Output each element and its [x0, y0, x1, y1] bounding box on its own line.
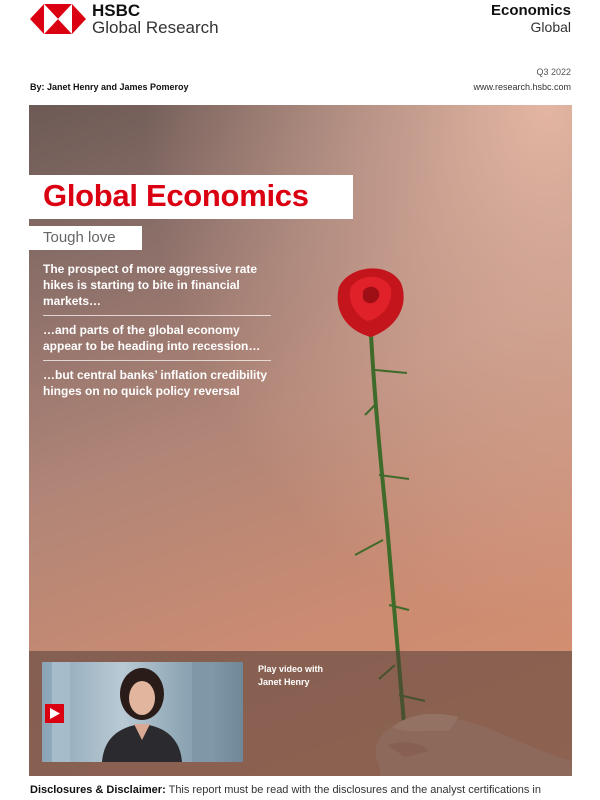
- region-label: Global: [530, 19, 571, 35]
- brand-title: HSBC: [92, 1, 141, 20]
- key-point-1: The prospect of more aggressive rate hikes is starting to bite in financial markets…: [43, 261, 271, 316]
- play-video-label-1: Play video with: [258, 664, 324, 674]
- video-section: [29, 651, 572, 776]
- cover-image: [29, 105, 572, 776]
- brand-subtitle: Global Research: [92, 18, 219, 37]
- report-title: Global Economics: [43, 178, 309, 213]
- section-label: Economics: [490, 2, 571, 19]
- subtitle-banner: [29, 226, 142, 250]
- play-video-label-2: Janet Henry: [258, 677, 310, 687]
- disclaimer-text: This report must be read with the disclosures and the analyst certifications in: [168, 784, 541, 796]
- title-banner: [29, 175, 353, 219]
- presenter-image: [42, 662, 243, 762]
- disclaimer-label: Disclosures & Disclaimer:: [30, 784, 166, 796]
- key-points: [43, 261, 271, 411]
- play-button[interactable]: [45, 704, 64, 723]
- report-date: Q3 2022: [536, 67, 571, 77]
- report-subtitle: Tough love: [43, 229, 116, 246]
- video-thumbnail[interactable]: [42, 662, 243, 762]
- play-icon: [50, 708, 60, 719]
- brand-name: [92, 2, 219, 36]
- key-point-2: …and parts of the global economy appear to be heading into recession…: [43, 322, 271, 361]
- authors: By: Janet Henry and James Pomeroy: [30, 82, 189, 92]
- report-section: [491, 2, 571, 36]
- key-point-3: …but central banks’ inflation credibility hinges on no quick policy reversal: [43, 368, 268, 398]
- hsbc-logo: [30, 4, 86, 34]
- play-video-link[interactable]: [258, 663, 323, 689]
- website-link[interactable]: www.research.hsbc.com: [473, 82, 571, 92]
- disclaimer: [30, 783, 575, 797]
